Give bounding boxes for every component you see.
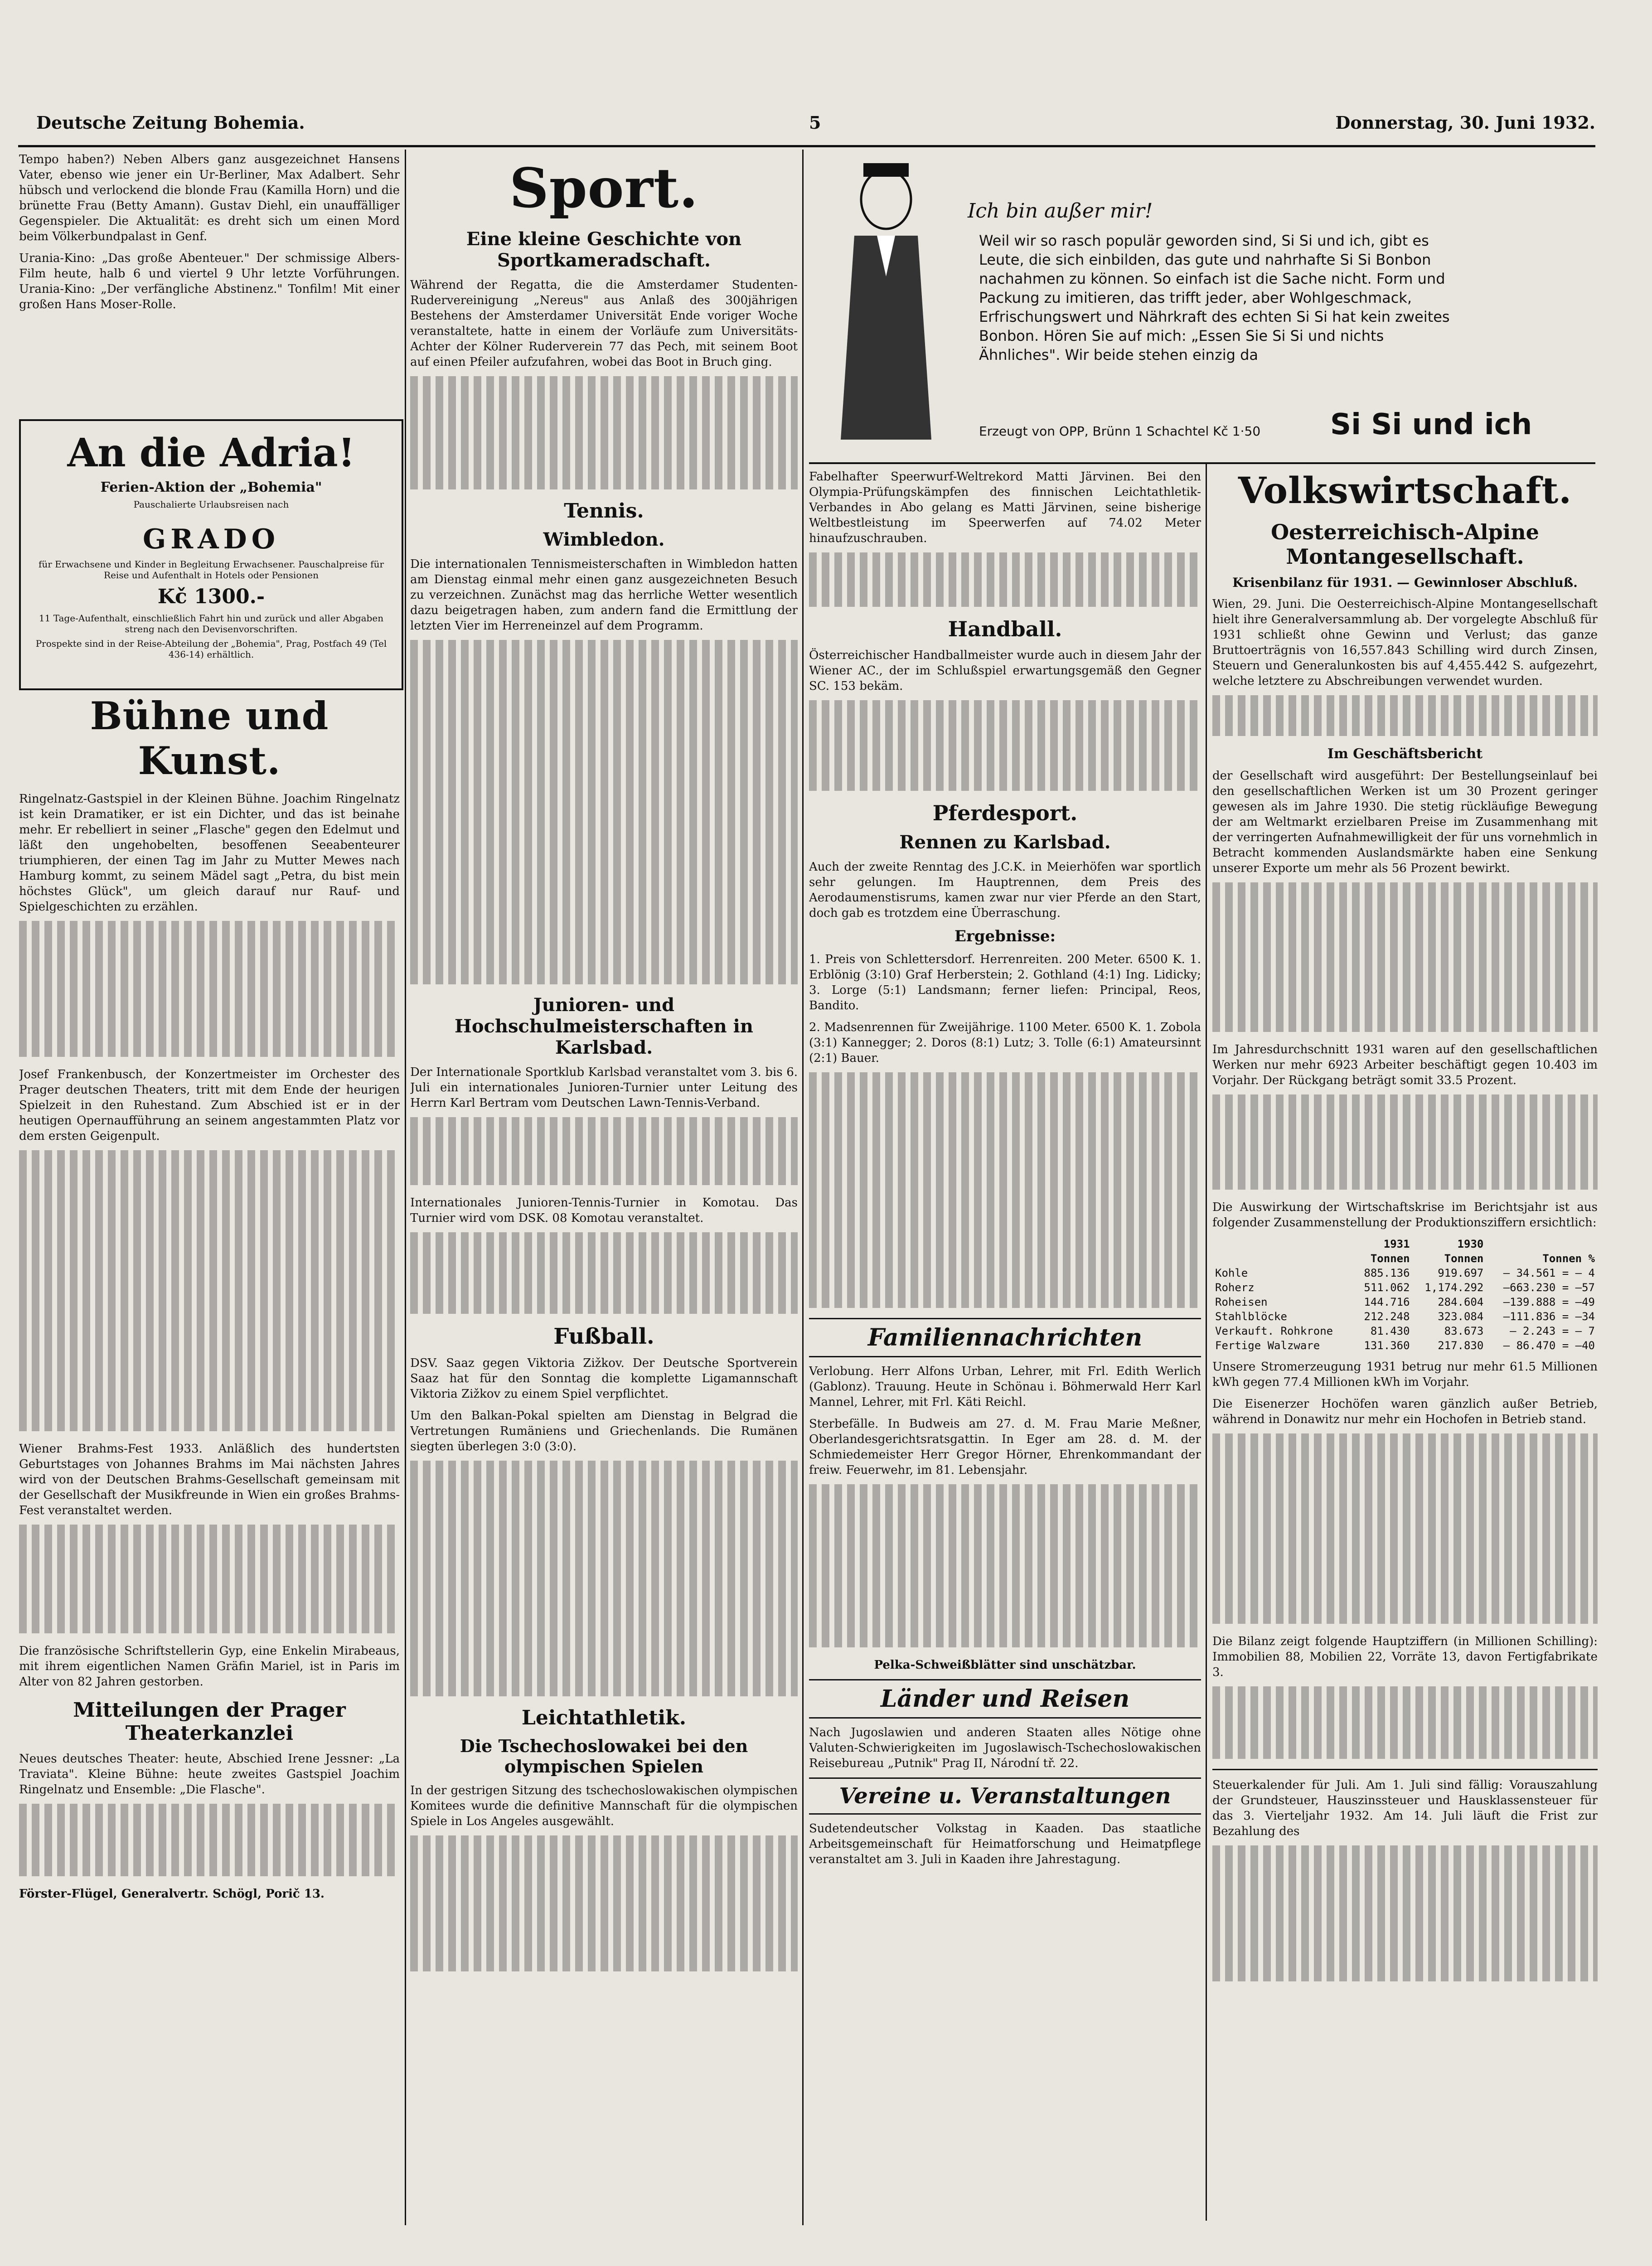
sisi-body: Weil wir so rasch populär geworden sind, Si Si und ich, gibt es Leute, die sich einbilden, das gute und nahrhafte Si Si Bonbon nachahmen zu können. So einfach ist die Sache nicht. Form und Packung zu imitieren, das trifft jeder, aber Wohlgeschmack, Erfrischungswert und Nährkraft des echten Si Si hat kein zweites Bonbon. Hören Sie auf mich: „Essen Sie Si Si und nichts Ähnliches". Wir beide stehen einzig da bbox=[979, 232, 1450, 363]
body-text-placeholder bbox=[1212, 1686, 1598, 1759]
table-cell: 81.430 bbox=[1370, 1325, 1410, 1337]
ergebnisse-paragraph: 2. Madsenrennen für Zweijährige. 1100 Meter. 6500 K. 1. Zobola (3:1) Kannegger; 2. Doros (8:1) Lutz; 3. Tolle (6:1) Amateursinnt (2:1) Bauer. bbox=[809, 1021, 1201, 1065]
body-text-placeholder bbox=[809, 1072, 1201, 1308]
volkswirtschaft-heading: Volkswirtschaft. bbox=[1238, 469, 1572, 512]
body-text-placeholder bbox=[1212, 882, 1598, 1032]
table-cell: 217.830 bbox=[1438, 1339, 1484, 1352]
table-row bbox=[1212, 1266, 1598, 1280]
theater-paragraph: Neues deutsches Theater: heute, Abschied Irene Jessner: „La Traviata". Kleine Bühne: heute zweites Gastspiel Joachim Ringelnatz und Ensemble: „Die Flasche". bbox=[19, 1752, 400, 1796]
kunst-paragraph: Josef Frankenbusch, der Konzertmeister im Orchester des Prager deutschen Theaters, tritt mit dem Ende der heurigen Spielzeit in den Ruhestand. Zum Abschied ist er in der heutigen Opernaufführung an seinem angestammten Platz vor dem ersten Geigenpult. bbox=[19, 1068, 400, 1143]
fussball-paragraph: Um den Balkan-Pokal spielten am Dienstag in Belgrad die Vertretungen Rumäniens und Griechenlands. Die Rumänen siegten überlegen 3:0 (3:0). bbox=[410, 1409, 798, 1453]
theater-heading: Mitteilungen der Prager Theaterkanzlei bbox=[73, 1699, 346, 1745]
table-cell: 83.673 bbox=[1444, 1325, 1484, 1337]
table-unit: Tonnen bbox=[1444, 1252, 1484, 1265]
body-text-placeholder bbox=[19, 921, 400, 1057]
handball-paragraph: Österreichischer Handballmeister wurde auch in diesem Jahr der Wiener AC., der im Schlußspiel erwartungsgemäß den Gegner SC. 153 bekäm. bbox=[809, 649, 1201, 693]
footer-ad: Förster-Flügel, Generalvertr. Schögl, Porič 13. bbox=[19, 1887, 325, 1901]
table-row bbox=[1212, 1324, 1598, 1338]
table-unit bbox=[1212, 1251, 1354, 1266]
cinema-notice: Urania-Kino: „Das große Abenteuer." Der schmissige Albers-Film heute, halb 6 und viertel 9 Uhr letzte Vorführungen. Urania-Kino: „Der verfängliche Abstinenz." Tonfilm! Mit einer großen Hans Moser-Rolle. bbox=[19, 252, 400, 311]
sisi-brand: Si Si und ich bbox=[1330, 408, 1532, 441]
adria-contact: Prospekte sind in der Reise-Abteilung der „Bohemia", Prag, Postfach 49 (Tel 436-14) erhältlich. bbox=[35, 638, 387, 660]
masthead: Deutsche Zeitung Bohemia. bbox=[36, 112, 305, 133]
column-1-top bbox=[19, 152, 400, 415]
table-header: 1931 bbox=[1383, 1238, 1410, 1250]
table-cell: 1,174.292 bbox=[1424, 1281, 1484, 1294]
table-cell: —111.836 = —34 bbox=[1503, 1310, 1595, 1323]
adria-desc: für Erwachsene und Kinder in Begleitung Erwachsener. Pauschalpreise für Reise und Aufenthalt in Hotels oder Pensionen bbox=[38, 559, 384, 581]
olympia-heading: Die Tschechoslowakei bei den olympischen Spielen bbox=[460, 1736, 748, 1777]
table-unit: Tonnen % bbox=[1542, 1252, 1595, 1265]
adria-title: An die Adria! bbox=[67, 430, 355, 476]
table-cell: Kohle bbox=[1215, 1267, 1248, 1279]
karlsbad-heading: Rennen zu Karlsbad. bbox=[899, 832, 1111, 853]
ergebnisse-paragraph: 1. Preis von Schlettersdorf. Herrenreiten. 200 Meter. 6500 K. 1. Erblönig (3:10) Graf Herberstein; 2. Gothland (4:1) Ing. Lidicky; 3. Lorge (5:1) Landsmann; ferner liefen: Principal, Reos, Bandito. bbox=[809, 953, 1201, 1012]
body-text-placeholder bbox=[809, 1484, 1201, 1647]
speerwurf-paragraph: Fabelhafter Speerwurf-Weltrekord Matti Järvinen. Bei den Olympia-Prüfungskämpfen des finnischen Leichtathletik-Verbandes in Abo gelang es Matti Järvinen, seine bisherige Weltbestleistung im Speerwerfen auf 74.02 Meter hinaufzuschrauben. bbox=[809, 470, 1201, 545]
column-3 bbox=[809, 469, 1201, 2223]
page-header bbox=[18, 112, 1595, 144]
vereine-heading: Vereine u. Veranstaltungen bbox=[809, 1777, 1201, 1815]
bericht-paragraph: Im Jahresdurchschnitt 1931 waren auf den gesellschaftlichen Werken nur mehr 6923 Arbeiter beschäftigt gegen 10.403 im Vorjahr. Der Rückgang beträgt somit 33.5 Prozent. bbox=[1212, 1043, 1598, 1087]
bericht-heading: Im Geschäftsbericht bbox=[1327, 746, 1483, 762]
kunst-paragraph: Wiener Brahms-Fest 1933. Anläßlich des hundertsten Geburtstages von Johannes Brahms im Mai nächsten Jahres wird von der Deutschen Brahms-Gesellschaft gemeinsam mit der Gesellschaft der Musikfreunde in Wien ein großes Brahms-Fest veranstaltet werden. bbox=[19, 1442, 400, 1517]
kunst-paragraph: Ringelnatz-Gastspiel in der Kleinen Bühne. Joachim Ringelnatz ist kein Dramatiker, er ist ein Dichter, und das ist beinahe mehr. Er rebelliert in seiner „Flasche" gegen den Edelmut und läßt den ungehobelten, besoffenen Seeabenteurer triumphieren, der einen Tag im Jahr zu Mutter Mewes nach Hamburg kommt, zu seinem Mädel sagt „Petra, du bist mein höchstes Glück", um gleich darauf nur Rauf- und Spielgeschichten zu erzählen. bbox=[19, 792, 400, 914]
sport-heading: Sport. bbox=[509, 156, 699, 220]
table-header bbox=[1212, 1237, 1354, 1251]
pelka-ad: Pelka-Schweißblätter sind unschätzbar. bbox=[874, 1658, 1136, 1672]
kunst-paragraph: Die französische Schriftstellerin Gyp, eine Enkelin Mirabeaus, mit ihrem eigentlichen Namen Gräfin Mariel, ist in Paris im Alter von 82 Jahren gestorben. bbox=[19, 1644, 400, 1689]
kunst-heading: Bühne und Kunst. bbox=[90, 693, 329, 783]
body-text-placeholder bbox=[1212, 695, 1598, 736]
table-cell: Roherz bbox=[1215, 1281, 1255, 1294]
adria-line: Pauschalierte Urlaubsreisen nach bbox=[133, 499, 289, 510]
film-review: Tempo haben?) Neben Albers ganz ausgezeichnet Hansens Vater, ebenso wie jener ein Ur-Berliner, Max Adalbert. Sehr hübsch und verlockend die blonde Frau (Kamilla Horn) und die brünette Frau (Betty Amann). Gustav Diehl, ein unauffälliger Gegenspieler. Die Aktualität: es dreht sich um einen Mord beim Völkerbundpalast in Genf. bbox=[19, 153, 400, 243]
familien-paragraph: Verlobung. Herr Alfons Urban, Lehrer, mit Frl. Edith Werlich (Gablonz). Trauung. Heute in Schönau i. Böhmerwald Herr Karl Mannel, Lehrer, mit Frl. Käti Reichl. bbox=[809, 1365, 1201, 1409]
ergebnisse-heading: Ergebnisse: bbox=[954, 927, 1056, 945]
sisi-advertisement bbox=[809, 150, 1595, 462]
grado-label: GRADO bbox=[143, 523, 280, 555]
table-cell: — 34.561 = — 4 bbox=[1503, 1267, 1595, 1279]
issue-date: Donnerstag, 30. Juni 1932. bbox=[1335, 112, 1595, 133]
table-cell: — 2.243 = — 7 bbox=[1510, 1325, 1595, 1337]
table-cell: Fertige Walzware bbox=[1215, 1339, 1320, 1352]
body-text-placeholder bbox=[1212, 1433, 1598, 1624]
table-header bbox=[1486, 1237, 1598, 1251]
bilanz-paragraph: Die Bilanz zeigt folgende Hauptziffern (in Millionen Schilling): Immobilien 88, Mobilien 22, Vorräte 13, davon Fertigfabrikate 3. bbox=[1212, 1635, 1598, 1679]
krise-subheading: Krisenbilanz für 1931. — Gewinnloser Abschluß. bbox=[1232, 575, 1578, 590]
adria-price: Kč 1300.- bbox=[157, 585, 265, 608]
adria-small: 11 Tage-Aufenthalt, einschließlich Fahrt hin und zurück und aller Abgaben streng nach den Devisenvorschriften. bbox=[39, 613, 384, 634]
bericht-paragraph: Die Auswirkung der Wirtschaftskrise im Berichtsjahr ist aus folgender Zusammenstellung der Produktionsziffern ersichtlich: bbox=[1212, 1201, 1598, 1230]
laender-paragraph: Nach Jugoslawien und anderen Staaten alles Nötige ohne Valuten-Schwierigkeiten im Jugoslawisch-Tschechoslowakischen Reisebureau „Putnik" Prag II, Národní tř. 22. bbox=[809, 1726, 1201, 1770]
column-rule bbox=[1206, 462, 1207, 2221]
header-rule bbox=[18, 145, 1595, 147]
body-text-placeholder bbox=[19, 1150, 400, 1431]
table-row bbox=[1212, 1309, 1598, 1324]
junioren-heading: Junioren- und Hochschulmeisterschaften in Karlsbad. bbox=[455, 994, 753, 1058]
table-cell: 919.697 bbox=[1438, 1267, 1484, 1279]
table-header: 1930 bbox=[1457, 1238, 1484, 1250]
hochofen-paragraph: Die Eisenerzer Hochöfen waren gänzlich außer Betrieb, während in Donawitz nur mehr ein Hochofen in Betrieb stand. bbox=[1212, 1397, 1598, 1426]
junioren-paragraph: Internationales Junioren-Tennis-Turnier in Komotau. Das Turnier wird vom DSK. 08 Komotau veranstaltet. bbox=[410, 1196, 798, 1225]
table-cell: 885.136 bbox=[1364, 1267, 1410, 1279]
table-cell: —663.230 = —57 bbox=[1503, 1281, 1595, 1294]
table-cell: —139.888 = —49 bbox=[1503, 1296, 1595, 1308]
table-row bbox=[1212, 1338, 1598, 1353]
table-cell: Roheisen bbox=[1215, 1296, 1268, 1308]
strom-paragraph: Unsere Stromerzeugung 1931 betrug nur mehr 61.5 Millionen kWh gegen 77.4 Millionen kWh im Vorjahr. bbox=[1212, 1360, 1598, 1389]
steuer-paragraph: Steuerkalender für Juli. Am 1. Juli sind fällig: Vorauszahlung der Grundsteuer, Hauszinssteuer und Hausklassensteuer für das 3. Vierteljahr 1932. Am 14. Juli läuft die Frist zur Bezahlung des bbox=[1212, 1778, 1598, 1838]
body-text-placeholder bbox=[410, 1232, 798, 1314]
table-cell: Stahlblöcke bbox=[1215, 1310, 1287, 1323]
ad-bottom-rule bbox=[809, 462, 1595, 464]
adria-advertisement bbox=[19, 419, 403, 690]
vereine-paragraph: Sudetendeutscher Volkstag in Kaaden. Das staatliche Arbeitsgemeinschaft für Heimatforschung und Heimatpflege veranstaltet am 3. Juli in Kaaden ihre Jahrestagung. bbox=[809, 1822, 1201, 1866]
body-text-placeholder bbox=[809, 700, 1201, 791]
sisi-footer: Erzeugt von OPP, Brünn 1 Schachtel Kč 1·50 bbox=[979, 424, 1261, 439]
column-2 bbox=[410, 152, 798, 2225]
table-row bbox=[1212, 1280, 1598, 1295]
body-text-placeholder bbox=[410, 1117, 798, 1185]
column-4 bbox=[1212, 469, 1598, 2223]
body-text-placeholder bbox=[19, 1804, 400, 1876]
montan-heading: Oesterreichisch-Alpine Montangesellschaft. bbox=[1271, 520, 1539, 569]
table-cell: 144.716 bbox=[1364, 1296, 1410, 1308]
kamerad-heading: Eine kleine Geschichte von Sportkameradschaft. bbox=[466, 228, 742, 271]
olympia-paragraph: In der gestrigen Sitzung des tschechoslowakischen olympischen Komitees wurde die definitive Mannschaft für die olympischen Spiele in Los Angeles ausgewählt. bbox=[410, 1784, 798, 1828]
junioren-paragraph: Der Internationale Sportklub Karlsbad veranstaltet vom 3. bis 6. Juli ein internationales Junioren-Turnier unter Leitung des Herrn Karl Bertram vom Deutschen Lawn-Tennis-Verband. bbox=[410, 1065, 798, 1110]
column-rule bbox=[405, 150, 406, 2225]
page-number: 5 bbox=[809, 112, 821, 133]
table-cell: 212.248 bbox=[1364, 1310, 1410, 1323]
bericht-paragraph: der Gesellschaft wird ausgeführt: Der Bestellungseinlauf bei den gesellschaftlichen Werken ist um 30 Prozent geringer gewesen als im Jahre 1930. Die stetig rückläufige Bewegung der am Weltmarkt erzielbaren Preise im Zusammenhang mit der verringerten Aufnahmewilligkeit der für uns vornehmlich in Betracht kommenden Auslandsmärkte haben eine Senkung unserer Exporte um mehr als 56 Prozent bewirkt. bbox=[1212, 769, 1598, 875]
sisi-headline: Ich bin außer mir! bbox=[968, 199, 1153, 223]
handball-heading: Handball. bbox=[948, 617, 1062, 641]
body-text-placeholder bbox=[809, 552, 1201, 607]
body-text-placeholder bbox=[1212, 1845, 1598, 1981]
leichtathletik-heading: Leichtathletik. bbox=[521, 1706, 687, 1729]
karlsbad-paragraph: Auch der zweite Renntag des J.C.K. in Meierhöfen war sportlich sehr gelungen. Im Hauptrennen, dem Preis des Aerodaumenstisrums, kamen zwar nur vier Pferde an den Start, doch gab es trotzdem eine Überraschung. bbox=[809, 860, 1201, 920]
section-rule bbox=[1212, 1769, 1598, 1770]
body-text-placeholder bbox=[1212, 1094, 1598, 1190]
table-cell: 323.084 bbox=[1438, 1310, 1484, 1323]
montan-paragraph: Wien, 29. Juni. Die Oesterreichisch-Alpine Montangesellschaft hielt ihre Generalversammlung ab. Der vorgelegte Abschluß für 1931 schließt ohne Gewinn und Verlust; das ganze Bruttoerträgnis von 16,557.843 Schilling wird durch Zinsen, Steuern und Generalunkosten bis auf 4,455.442 S. aufgezehrt, welche letztere zu Abschreibungen verwendet wurden. bbox=[1212, 597, 1598, 688]
wimbledon-heading: Wimbledon. bbox=[543, 529, 665, 550]
laender-heading: Länder und Reisen bbox=[809, 1679, 1201, 1719]
pferdesport-heading: Pferdesport. bbox=[932, 801, 1078, 825]
body-text-placeholder bbox=[410, 1835, 798, 1971]
column-rule bbox=[802, 150, 804, 2225]
tennis-heading: Tennis. bbox=[564, 499, 644, 523]
table-cell: 131.360 bbox=[1364, 1339, 1410, 1352]
table-cell: 284.604 bbox=[1438, 1296, 1484, 1308]
man-illustration bbox=[827, 159, 945, 449]
adria-subtitle: Ferien-Aktion der „Bohemia" bbox=[100, 479, 322, 495]
fussball-heading: Fußball. bbox=[553, 1324, 654, 1349]
fussball-paragraph: DSV. Saaz gegen Viktoria Zižkov. Der Deutsche Sportverein Saaz hat für den Sonntag die komplette Ligamannschaft Viktoria Zižkov zu einem Spiel verpflichtet. bbox=[410, 1356, 798, 1401]
column-1-bottom bbox=[19, 693, 400, 2225]
familien-heading: Familiennachrichten bbox=[809, 1318, 1201, 1357]
table-cell: — 86.470 = —40 bbox=[1503, 1339, 1595, 1352]
body-text-placeholder bbox=[410, 376, 798, 489]
table-unit: Tonnen bbox=[1370, 1252, 1410, 1265]
body-text-placeholder bbox=[410, 1461, 798, 1696]
table-row bbox=[1212, 1295, 1598, 1309]
body-text-placeholder bbox=[19, 1525, 400, 1633]
wimbledon-paragraph: Die internationalen Tennismeisterschaften in Wimbledon hatten am Dienstag einmal mehr einen ganz ausgezeichneten Besuch zu verzeichnen. Zunächst mag das herrliche Wetter wesentlich dazu beigetragen haben, zum andern fand die Ermittlung der letzten Vier im Herreneinzel auf dem Programm. bbox=[410, 557, 798, 633]
production-table bbox=[1212, 1237, 1598, 1353]
kamerad-paragraph: Während der Regatta, die die Amsterdamer Studenten-Rudervereinigung „Nereus" aus Anlaß des 300jährigen Bestehens der Amsterdamer Universität Ende voriger Woche veranstaltete, hatte in einem der Vorläufe zum Universitäts-Achter der Kölner Ruderverein 77 das Pech, mit seinem Boot auf einen Pfeiler aufzufahren, wobei das Boot in Bruch ging. bbox=[410, 278, 798, 369]
table-cell: 511.062 bbox=[1364, 1281, 1410, 1294]
table-cell: Verkauft. Rohkrone bbox=[1215, 1325, 1333, 1337]
body-text-placeholder bbox=[410, 640, 798, 984]
familien-paragraph: Sterbefälle. In Budweis am 27. d. M. Frau Marie Meßner, Oberlandesgerichtsratsgattin. In Eger am 28. d. M. der Schmiedemeister Herr Gregor Hörner, Ehrenkommandant der freiw. Feuerwehr, im 81. Lebensjahr. bbox=[809, 1417, 1201, 1477]
